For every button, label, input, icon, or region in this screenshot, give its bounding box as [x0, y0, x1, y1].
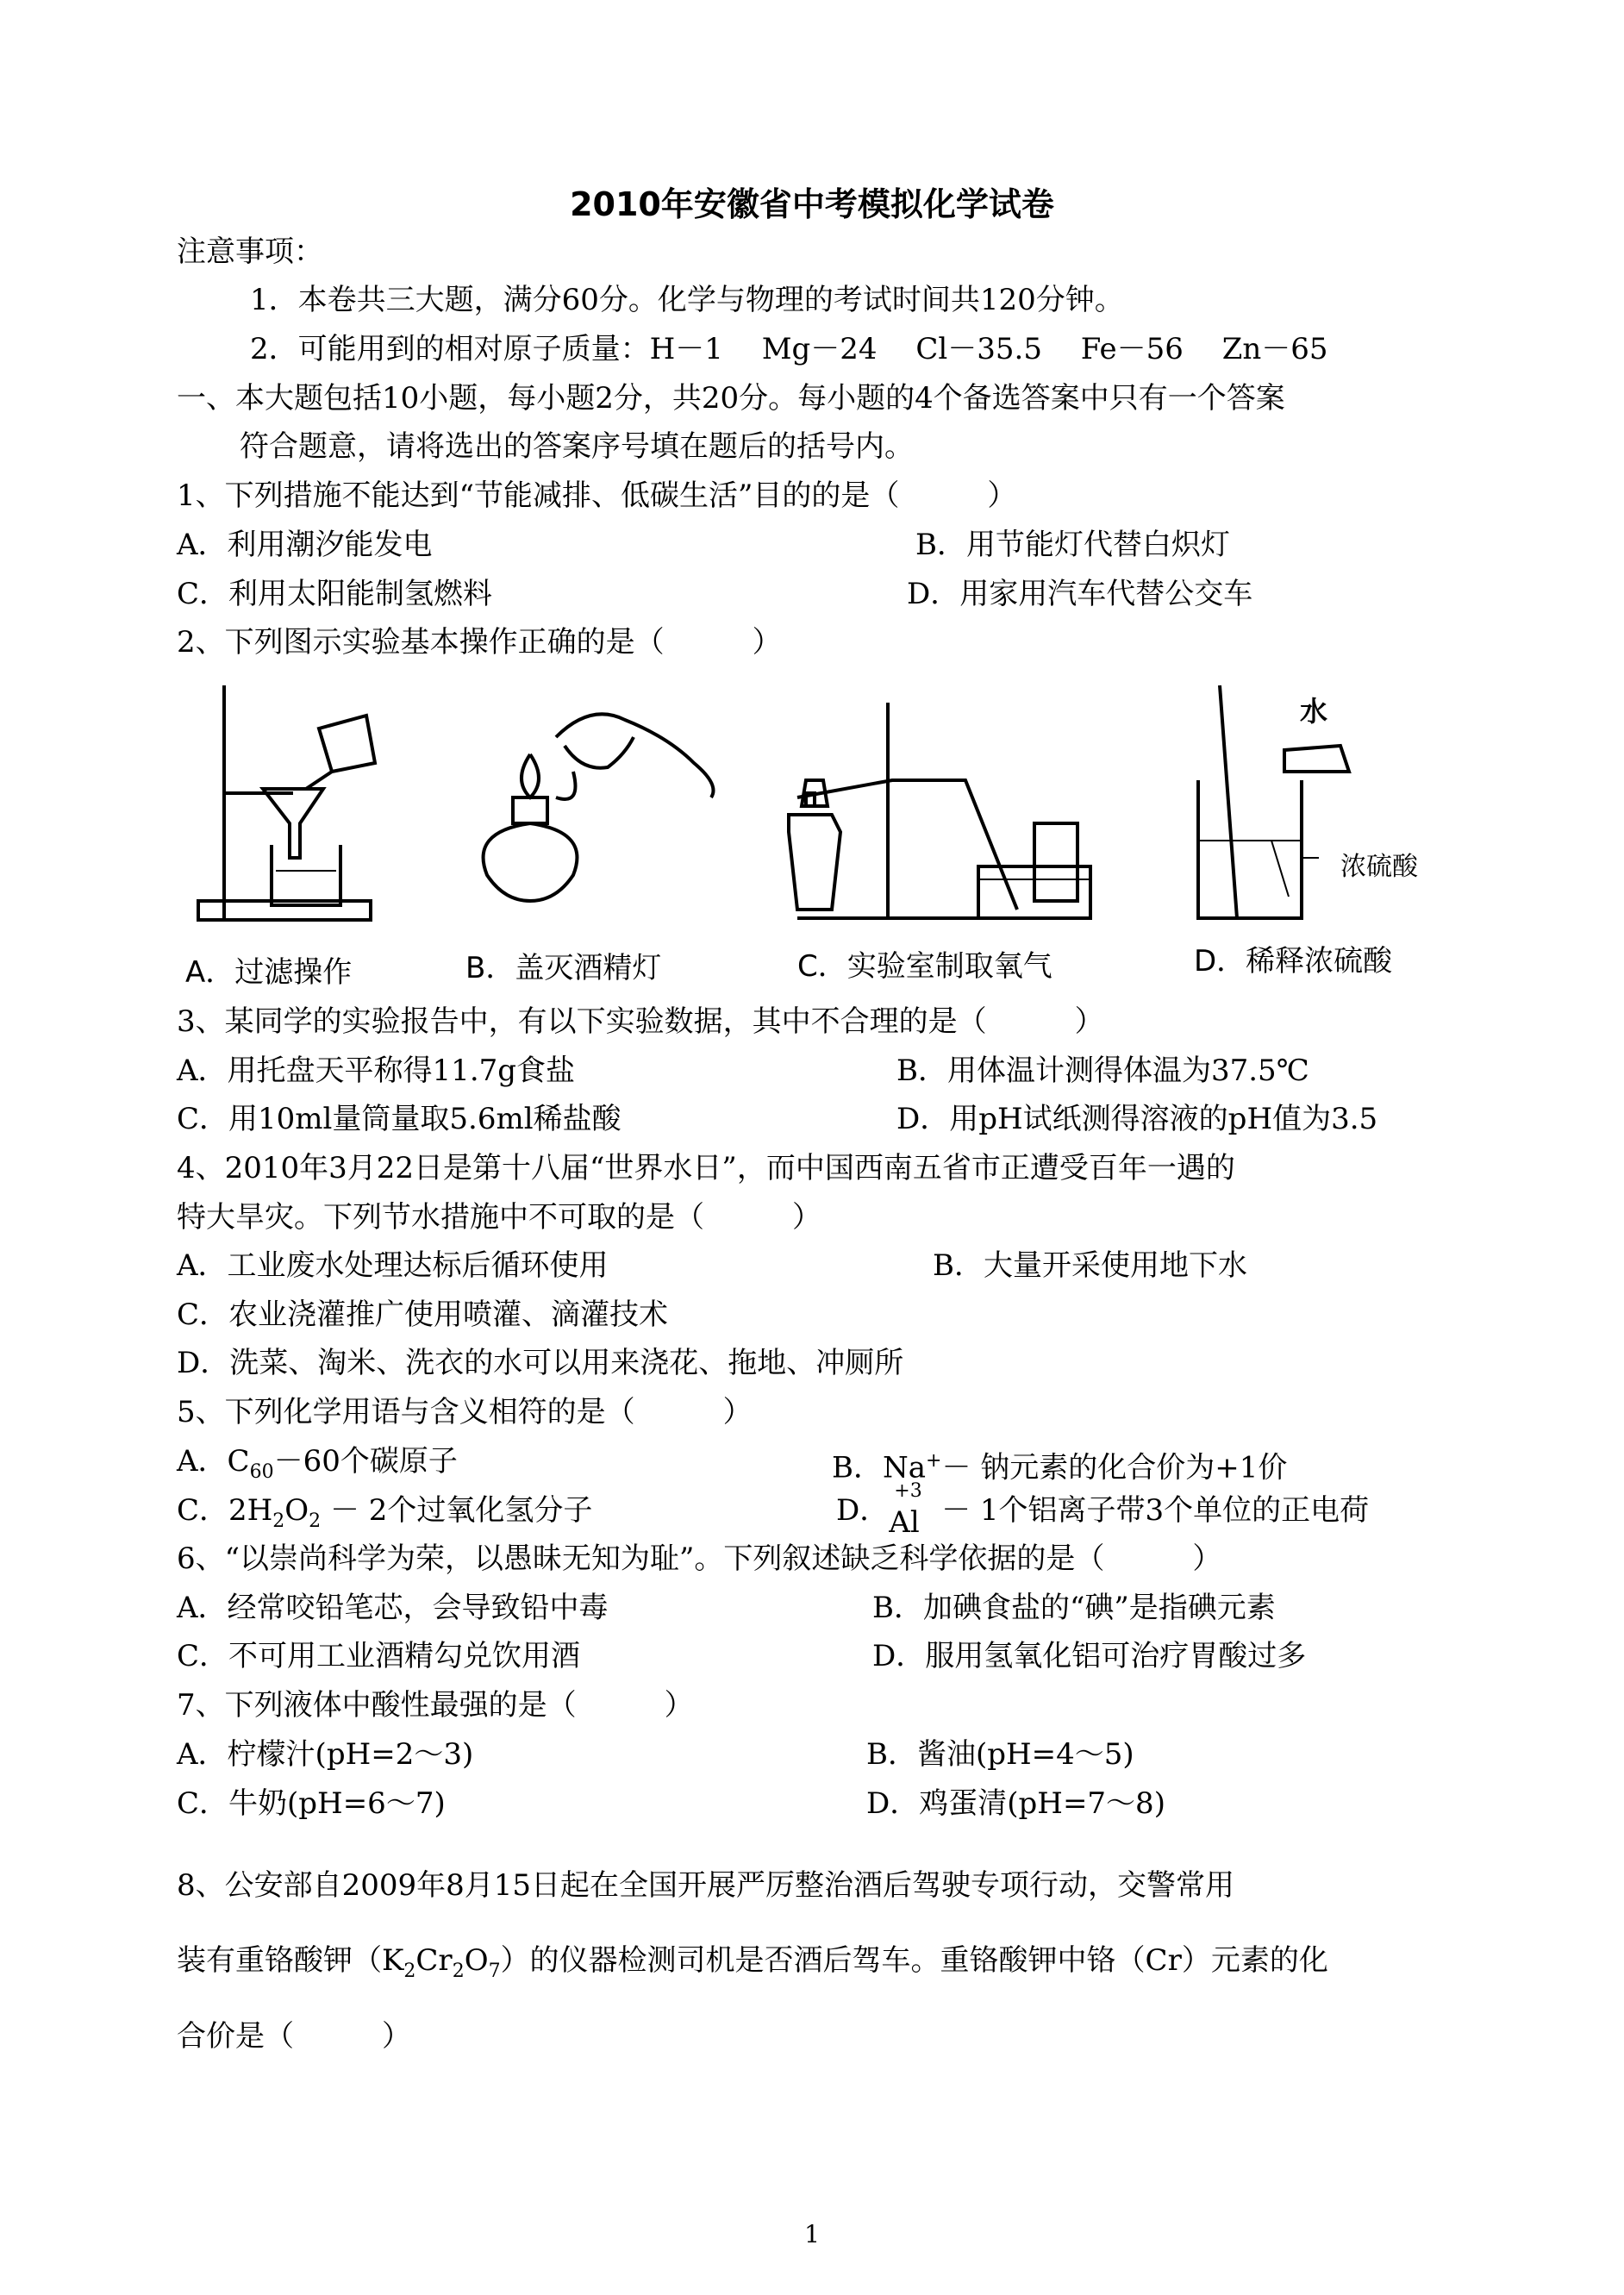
q2-figures	[177, 668, 1452, 990]
q5-option-b: B．Na+－ 钠元素的化合价为+1价	[832, 1450, 1288, 1485]
acid-label: 浓硫酸	[1340, 852, 1418, 882]
q8-line-1: 8、公安部自2009年8月15日起在全国开展严厉整治酒后驾驶专项行动，交警常用	[177, 1868, 1235, 1903]
q3-option-a: A．用托盘天平称得11.7g食盐	[177, 1054, 576, 1088]
notice-item-2: 2．可能用到的相对原子质量：H－1 Mg－24 Cl－35.5 Fe－56 Zn－65	[250, 332, 1328, 366]
alcohol-lamp-figure	[461, 703, 720, 927]
q4-option-c: C．农业浇灌推广使用喷灌、滴灌技术	[177, 1298, 669, 1332]
q6-stem: 6、“以崇尚科学为荣，以愚昧无知为耻”。下列叙述缺乏科学依据的是（ ）	[177, 1541, 1222, 1576]
q4-option-b: B．大量开采使用地下水	[933, 1248, 1247, 1283]
q1-option-b: B．用节能灯代替白炽灯	[915, 528, 1230, 562]
q7-option-a: A．柠檬汁(pH=2～3)	[177, 1737, 474, 1772]
q3-stem: 3、某同学的实验报告中，有以下实验数据，其中不合理的是（ ）	[177, 1004, 1104, 1039]
q6-option-a: A．经常咬铅笔芯，会导致铅中毒	[177, 1591, 609, 1625]
q5-option-d: D． +3 Al － 1个铝离子带3个单位的正电荷	[836, 1480, 1370, 1540]
q1-option-c: C．利用太阳能制氢燃料	[177, 577, 493, 611]
q7-option-d: D．鸡蛋清(pH=7～8)	[866, 1786, 1165, 1821]
q6-option-c: C．不可用工业酒精勾兑饮用酒	[177, 1639, 581, 1673]
filtration-figure	[190, 677, 448, 927]
q8-line-2: 装有重铬酸钾$(K_2Cr_2O_7)$的仪器检测司机是否酒后驾车。重铬酸钾中铬（Cr）元素的化	[177, 1943, 1328, 1982]
q2-caption-a: A．过滤操作	[185, 955, 353, 990]
q4-option-a: A．工业废水处理达标后循环使用	[177, 1248, 609, 1283]
q3-option-c: C．用10ml量筒量取5.6ml稀盐酸	[177, 1102, 621, 1136]
q1-option-d: D．用家用汽车代替公交车	[907, 577, 1253, 611]
q1-stem: 1、下列措施不能达到“节能减排、低碳生活”目的的是（ ）	[177, 478, 1017, 513]
q3-option-b: B．用体温计测得体温为37.5℃	[896, 1054, 1309, 1088]
q2-caption-d: D．稀释浓硫酸	[1194, 944, 1393, 979]
section-1-line-2: 符合题意，请将选出的答案序号填在题后的括号内。	[240, 429, 914, 464]
water-label: 水	[1300, 695, 1328, 728]
q6-option-b: B．加碘食盐的“碘”是指碘元素	[872, 1591, 1276, 1625]
q4-option-d: D．洗菜、淘米、洗衣的水可以用来浇花、拖地、冲厕所	[177, 1346, 904, 1380]
q8-line-3: 合价是（ ）	[177, 2019, 411, 2054]
q6-option-d: D．服用氢氧化铝可治疗胃酸过多	[872, 1639, 1307, 1673]
q5-option-c: C．$2H_2O_2 - 2$个过氧化氢分子	[177, 1493, 593, 1532]
section-1-line-1: 一、本大题包括10小题，每小题2分，共20分。每小题的4个备选答案中只有一个答案	[177, 381, 1285, 416]
page-title: 2010年安徽省中考模拟化学试卷	[570, 185, 1054, 223]
q5-option-a: A．$C_{60}-60$个碳原子	[177, 1444, 458, 1483]
notice-item-1: 1．本卷共三大题，满分60分。化学与物理的考试时间共120分钟。	[250, 283, 1124, 317]
q4-stem-line-2: 特大旱灾。下列节水措施中不可取的是（ ）	[177, 1200, 821, 1235]
q1-option-a: A．利用潮汐能发电	[177, 528, 433, 562]
q2-caption-b: B．盖灭酒精灯	[465, 951, 662, 985]
q7-stem: 7、下列液体中酸性最强的是（ ）	[177, 1688, 694, 1723]
q5-stem: 5、下列化学用语与含义相符的是（ ）	[177, 1395, 753, 1429]
oxygen-apparatus-figure	[780, 703, 1108, 927]
q3-option-d: D．用pH试纸测得溶液的pH值为3.5	[896, 1102, 1378, 1136]
q2-stem: 2、下列图示实验基本操作正确的是（ ）	[177, 625, 782, 660]
notice-heading: 注意事项：	[177, 235, 323, 269]
q7-option-b: B．酱油(pH=4～5)	[866, 1737, 1134, 1772]
q7-option-c: C．牛奶(pH=6～7)	[177, 1786, 446, 1821]
page-number: 1	[804, 2220, 820, 2248]
q2-caption-c: C．实验室制取氧气	[797, 949, 1052, 984]
q4-stem-line-1: 4、2010年3月22日是第十八届“世界水日”，而中国西南五省市正遭受百年一遇的	[177, 1151, 1235, 1185]
